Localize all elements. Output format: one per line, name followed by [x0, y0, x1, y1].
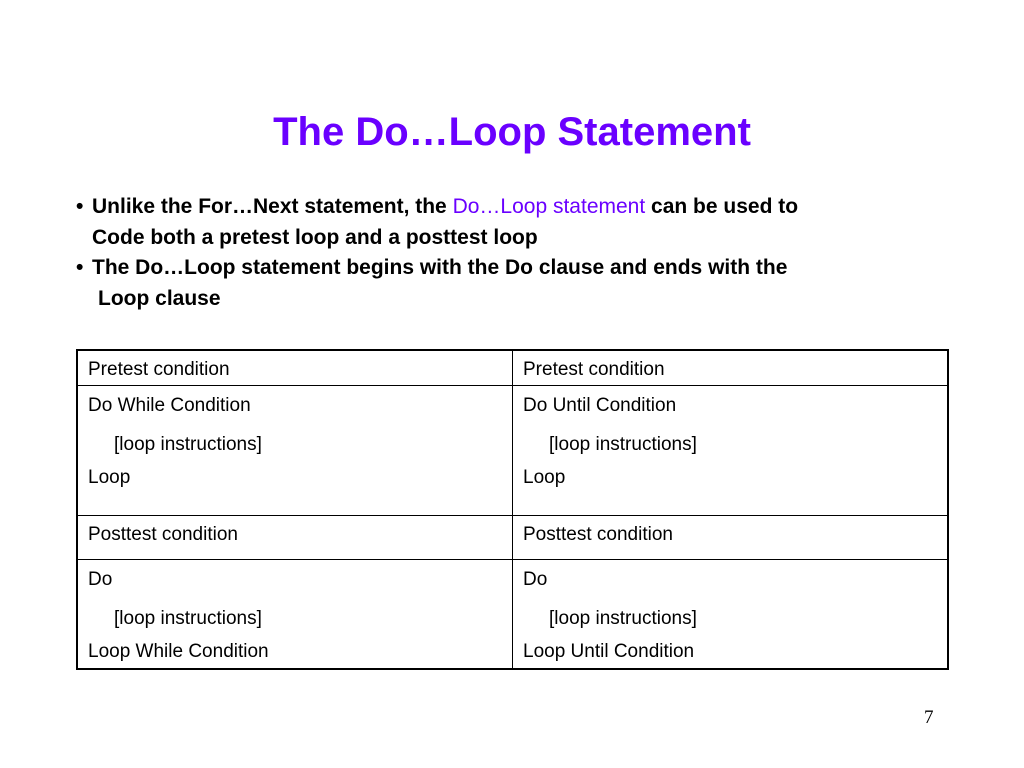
code-line: Do While Condition [88, 394, 251, 416]
code-line: [loop instructions] [549, 607, 697, 629]
code-line: Do Until Condition [523, 394, 677, 416]
bullet-list [76, 192, 996, 314]
bullet-dot-icon: • [76, 195, 84, 218]
bullet-text: The Do…Loop statement begins with the Do clause and ends with the [92, 256, 788, 279]
table-cell [513, 385, 949, 515]
slide-title: The Do…Loop Statement [273, 110, 751, 154]
code-line: Loop Until Condition [523, 640, 695, 662]
table-header-cell: Pretest condition [513, 350, 949, 385]
bullet-dot-icon: • [76, 256, 84, 279]
table-cell [77, 559, 513, 669]
table-header-cell: Posttest condition [513, 515, 949, 559]
bullet-item [76, 253, 996, 314]
table-row [77, 350, 948, 385]
table-cell [513, 559, 949, 669]
bullet-item [76, 192, 996, 253]
loop-syntax-table [76, 349, 949, 670]
bullet-text: Unlike the For…Next statement, the [92, 195, 453, 218]
table-header-cell: Pretest condition [77, 350, 513, 385]
highlighted-term: Do…Loop statement [452, 195, 646, 218]
code-line: [loop instructions] [114, 433, 262, 455]
code-line: [loop instructions] [549, 433, 697, 455]
bullet-text: Loop clause [98, 286, 221, 310]
bullet-text: can be used to [645, 195, 799, 218]
code-line: Loop [523, 466, 566, 488]
code-line: Do [523, 568, 548, 590]
table-row [77, 385, 948, 515]
table-cell [77, 385, 513, 515]
code-line: Loop [88, 466, 131, 488]
page-number: 7 [924, 707, 934, 728]
table-header-cell: Posttest condition [77, 515, 513, 559]
table-row [77, 559, 948, 669]
code-line: Do [88, 568, 113, 590]
code-line: Loop While Condition [88, 640, 269, 662]
bullet-text: Code both a pretest loop and a posttest loop [92, 225, 538, 249]
code-line: [loop instructions] [114, 607, 262, 629]
table-row [77, 515, 948, 559]
